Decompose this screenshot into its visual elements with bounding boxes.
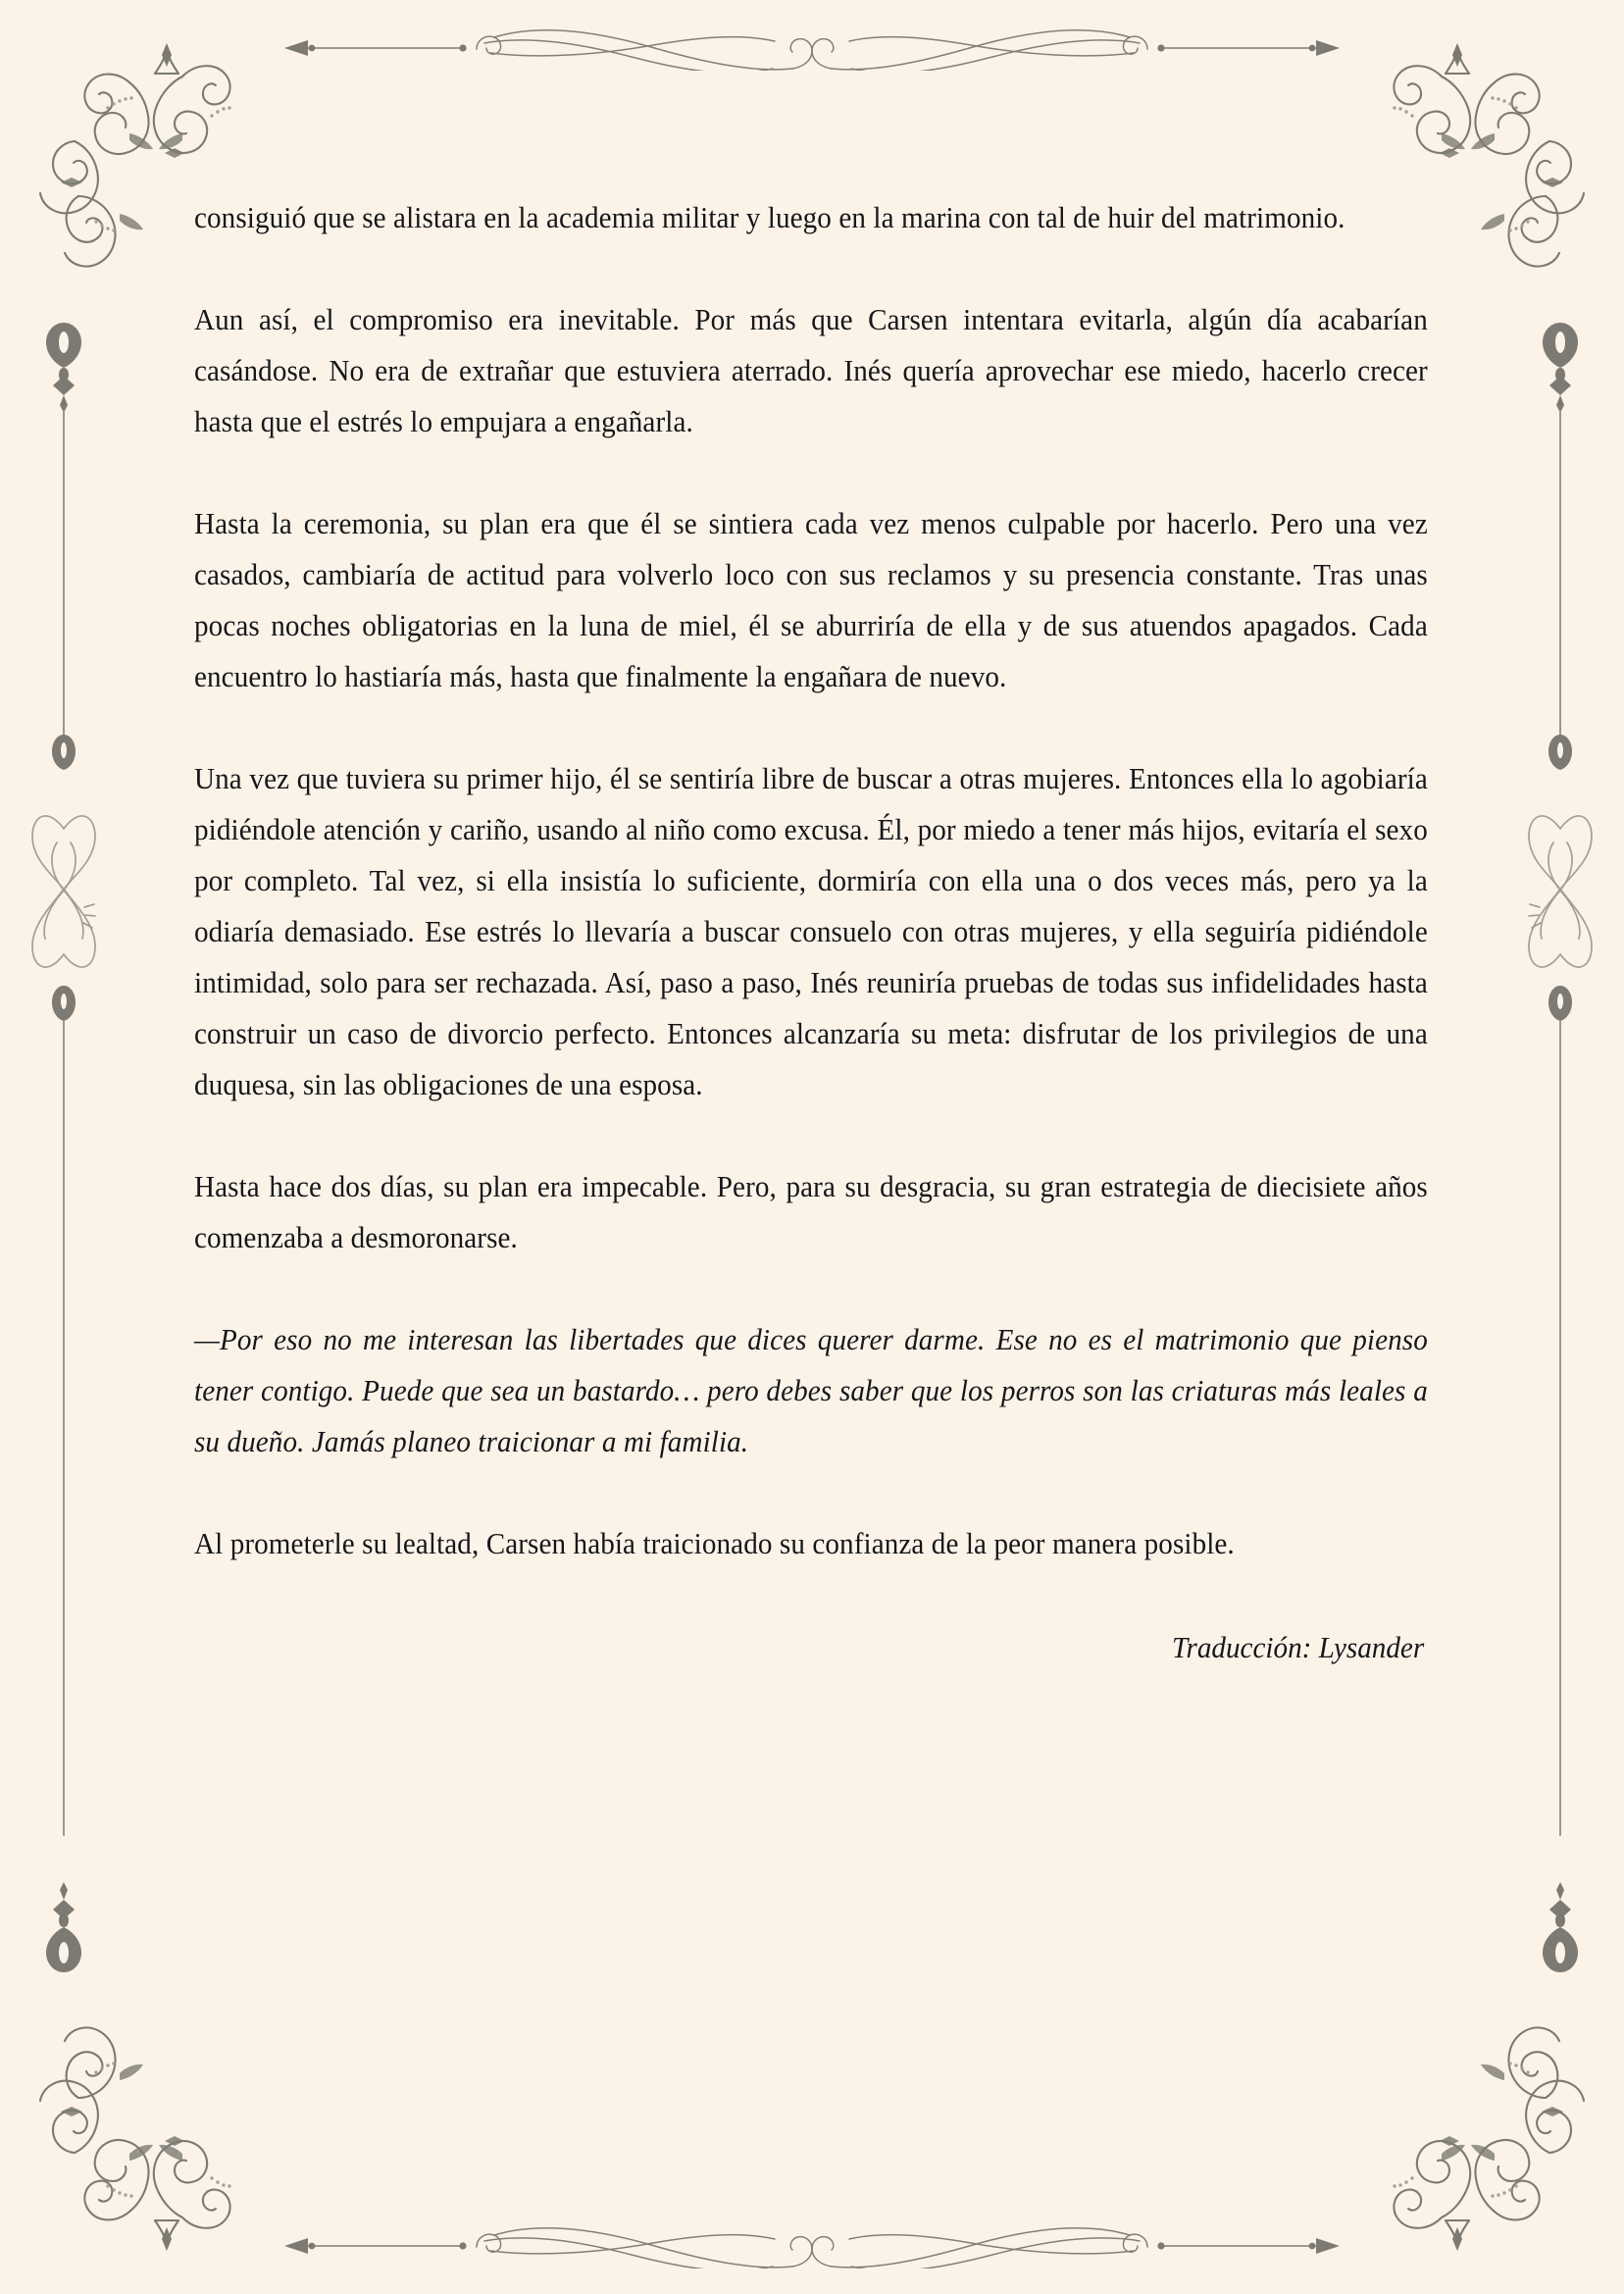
dialogue-paragraph: —Por eso no me interesan las libertades que dices querer darme. Ese no es el matrimonio que pienso tener contigo. Puede que sea un bastardo… pero debes saber que los perros son las criaturas más leales a su dueño. Jamás planeo traicionar a mi familia. [194,1323,1428,1458]
body-paragraph: Una vez que tuviera su primer hijo, él se sentiría libre de buscar a otras mujeres. Entonces ella lo agobiaría pidiéndole atención y cariño, usando al niño como excusa. Él, por miedo a tener más hijos, evitaría el sexo por completo. Tal vez, si ella insistía lo suficiente, dormiría con ella una o dos veces más, pero ya la odiaría demasiado. Ese estrés lo llevaría a buscar consuelo con otras mujeres, y ella seguiría pidiéndole intimidad, solo para ser rechazada. Así, paso a paso, Inés reuniría pruebas de todas sus infidelidades hasta construir un caso de divorcio perfecto. Entonces alcanzaría su meta: disfrutar de los privilegios de una duquesa, sin las obligaciones de una esposa. [194,762,1428,1101]
translation-credit: Traducción: Lysander [1171,1631,1425,1664]
body-paragraph: consiguió que se alistara en la academia militar y luego en la marina con tal de huir del matrimonio. [194,201,1345,234]
body-paragraph: Hasta hace dos días, su plan era impecable. Pero, para su desgracia, su gran estrategia de diecisiete años comenzaba a desmoronarse. [194,1170,1428,1254]
document-text-column [194,0,1428,2294]
divider-ornament-right [1526,319,1595,1976]
body-paragraph: Al prometerle su lealtad, Carsen había traicionado su confianza de la peor manera posible. [194,1527,1235,1560]
divider-ornament-left [29,319,98,1976]
body-paragraph: Aun así, el compromiso era inevitable. Por más que Carsen intentara evitarla, algún día acabarían casándose. No era de extrañar que estuviera aterrado. Inés quería aprovechar ese miedo, hacerlo crecer hasta que el estrés lo empujara a engañarla. [194,303,1428,438]
body-paragraph: Hasta la ceremonia, su plan era que él se sintiera cada vez menos culpable por hacerlo. Pero una vez casados, cambiaría de actitud para volverlo loco con sus reclamos y su presencia constante. Tras unas pocas noches obligatorias en la luna de miel, él se aburriría de ella y de sus atuendos apagados. Cada encuentro lo hastiaría más, hasta que finalmente la engañara de nuevo. [194,507,1428,693]
